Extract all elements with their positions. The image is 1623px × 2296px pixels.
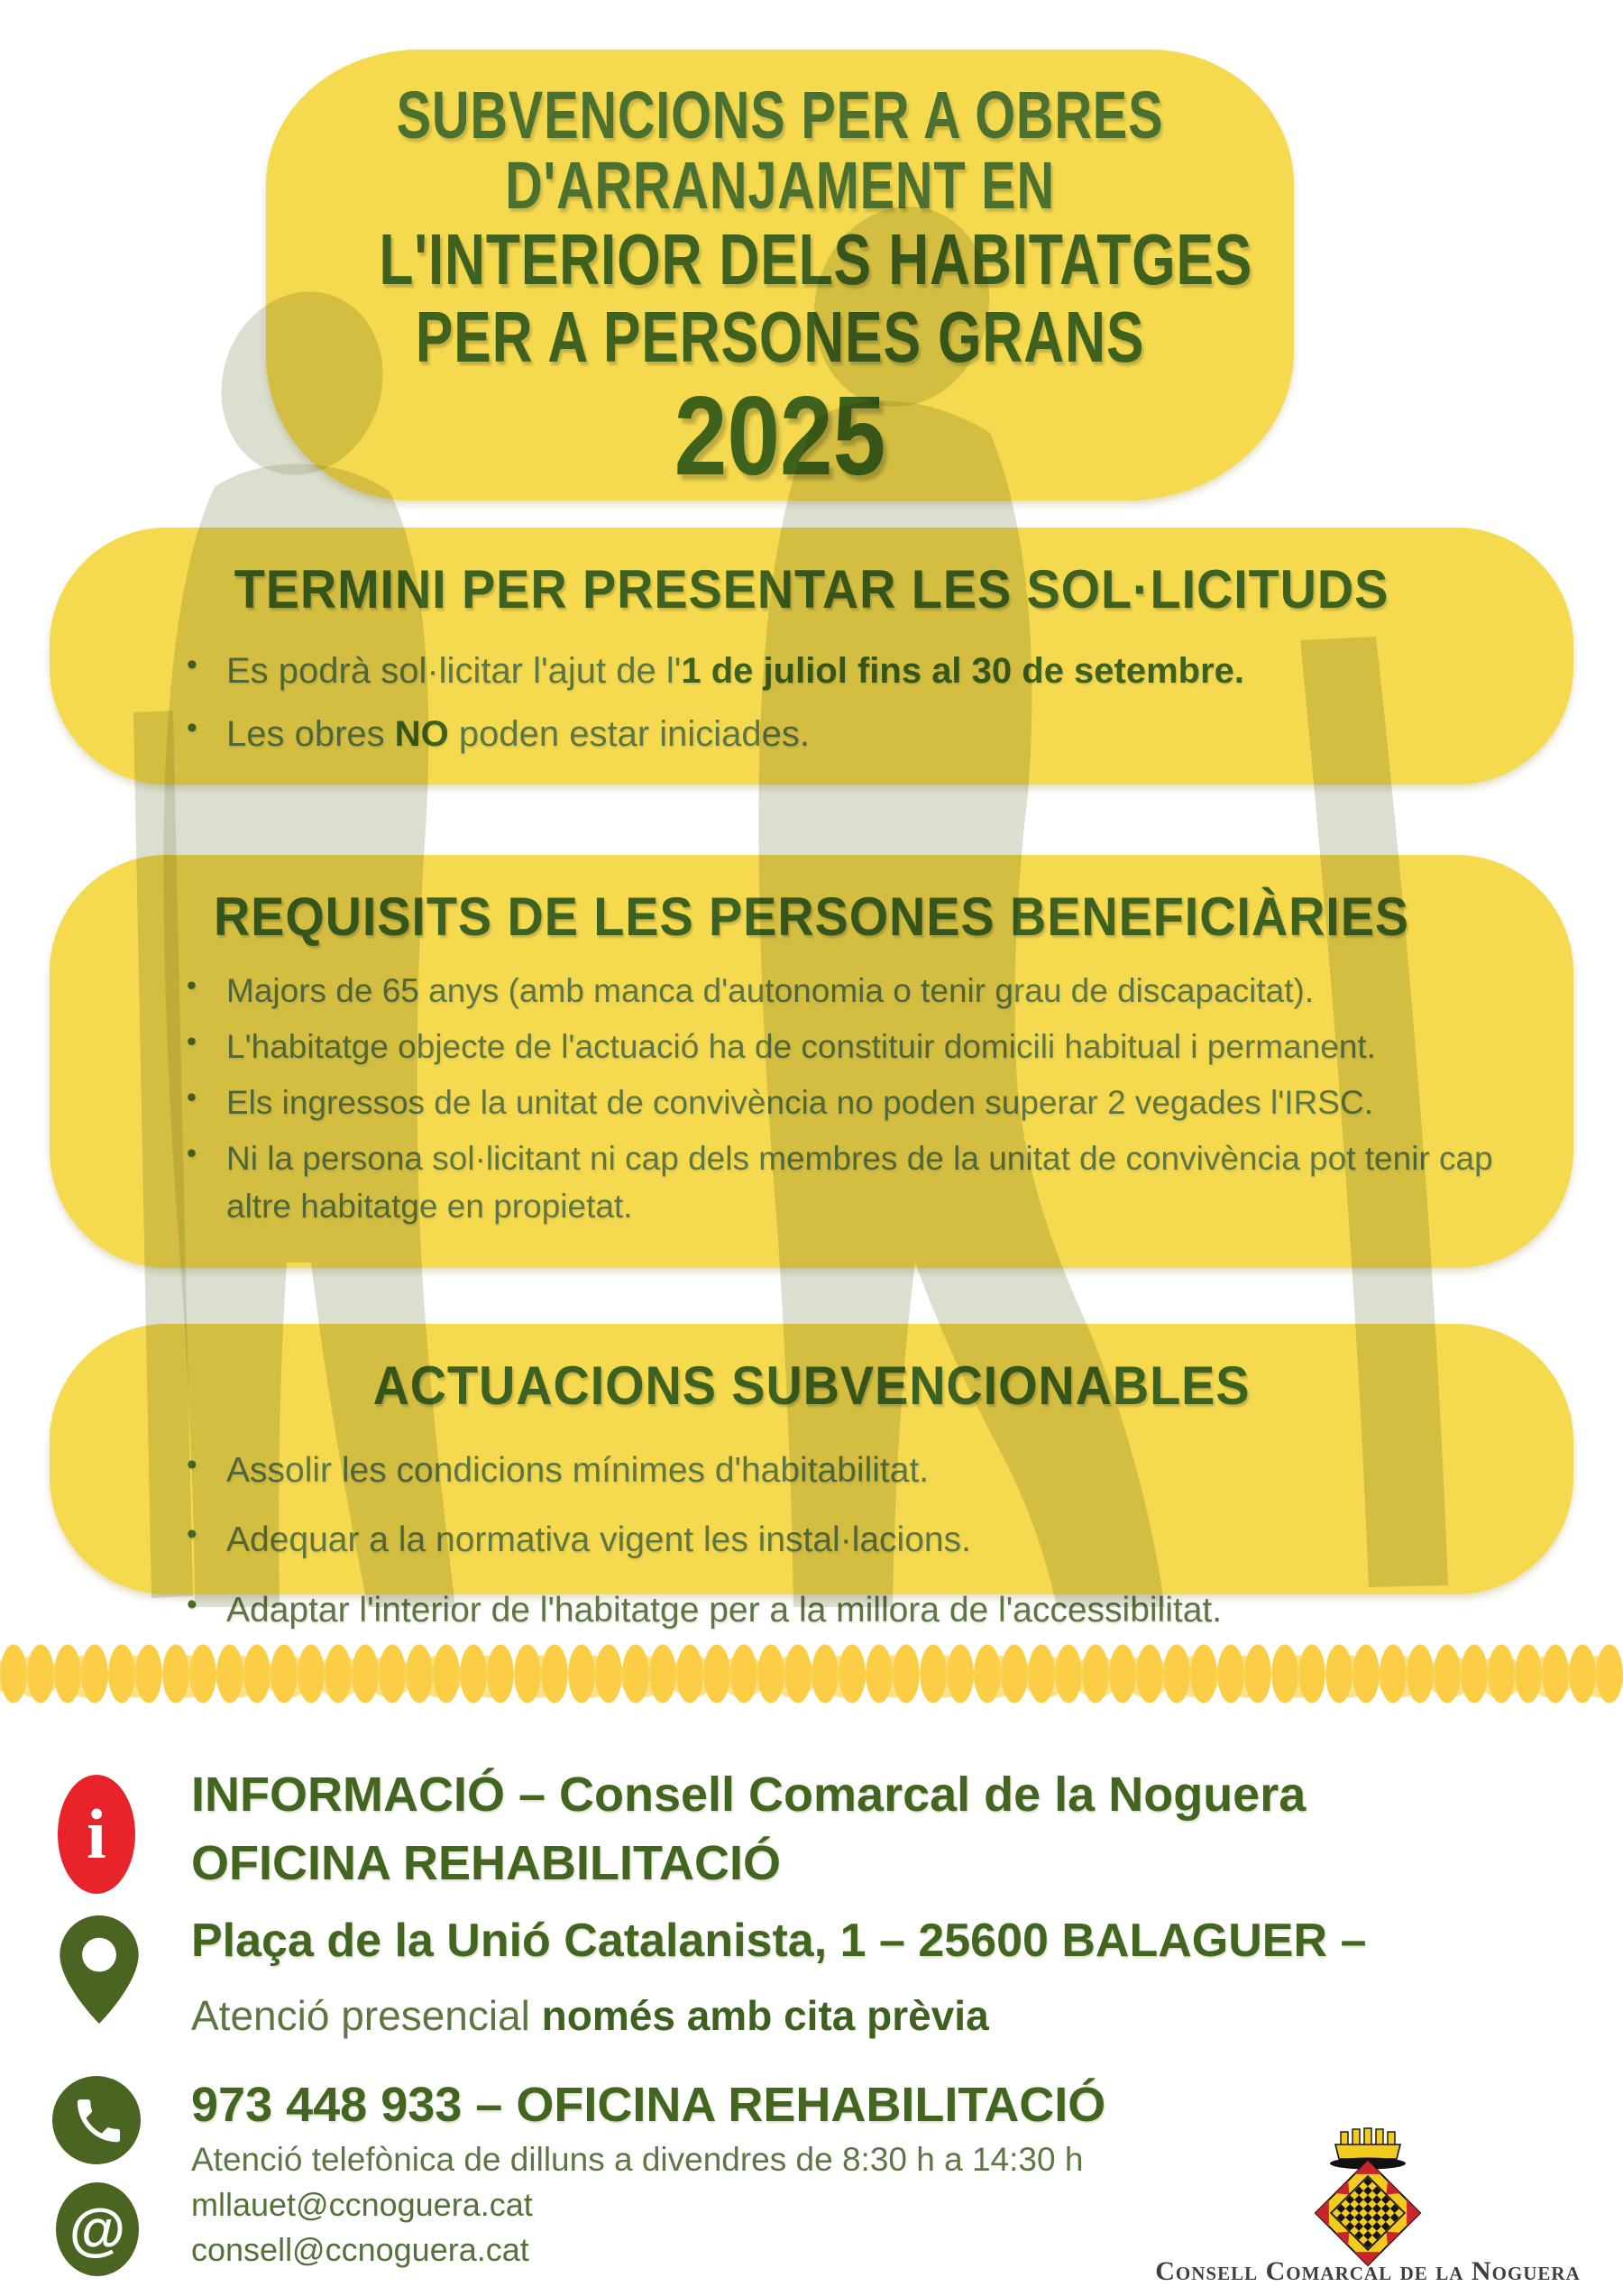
section-actuacions <box>50 1324 1573 1630</box>
bullet-item: • Assolir les condicions mínimes d'habitabilitat. <box>185 1447 1519 1493</box>
info-icon <box>58 1775 135 1894</box>
email-line-1: mllauet@ccnoguera.cat <box>191 2186 533 2223</box>
attendance-bold: només amb cita prèvia <box>541 1992 989 2039</box>
phone-hours: Atenció telefònica de dilluns a divendres de 8:30 h a 14:30 h <box>191 2141 1084 2178</box>
title-year: 2025 <box>674 374 886 499</box>
phone-line: 973 448 933 – OFICINA REHABILITACIÓ <box>191 2078 1106 2132</box>
attendance-regular: Atenció presencial <box>191 1992 542 2039</box>
bullet-item: • L'habitatge objecte de l'actuació ha de constituir domicili habitual i permanent. <box>185 1024 1519 1071</box>
email-at-icon <box>56 2182 139 2276</box>
title-blob <box>266 50 1294 501</box>
bullet-item: • Els ingressos de la unitat de convivència no poden superar 2 vegades l'IRSC. <box>185 1079 1519 1127</box>
wave-divider <box>0 1641 1623 1706</box>
title-line-3: L'INTERIOR DELS HABITATGES <box>379 219 1253 299</box>
attendance-line <box>191 1991 989 2040</box>
logo-shield <box>1316 2161 1420 2265</box>
bullet-list <box>185 644 1519 761</box>
at-icon-glyph: @ <box>69 2197 126 2262</box>
address-line: Plaça de la Unió Catalanista, 1 – 25600 BALAGUER – <box>191 1915 1367 1967</box>
email-block <box>191 2182 533 2273</box>
location-pin-icon <box>60 1915 139 2024</box>
info-block <box>191 1760 1306 1897</box>
bullet-item: • Adequar a la normativa vigent les instal·lacions. <box>185 1517 1519 1563</box>
bullet-list <box>185 1447 1519 1633</box>
bullet-item: • Les obres NO poden estar iniciades. <box>185 707 1519 761</box>
bullet-item: • Adaptar l'interior de l'habitatge per a la millora de l'accessibilitat. <box>185 1587 1519 1633</box>
bullet-item: • Ni la persona sol·licitant ni cap dels membres de la unitat de convivència pot tenir cap altre habitatge en propietat. <box>185 1135 1519 1231</box>
logo-caption: Consell Comarcal de la Noguera <box>1155 2256 1581 2286</box>
info-icon-glyph: i <box>87 1795 106 1873</box>
bullet-item: • Es podrà sol·licitar l'ajut de l'1 de juliol fins al 30 de setembre. <box>185 644 1519 698</box>
bullet-list <box>185 968 1519 1231</box>
section-heading: REQUISITS DE LES PERSONES BENEFICIÀRIES <box>213 886 1410 947</box>
bullet-item: • Majors de 65 anys (amb manca d'autonomia o tenir grau de discapacitat). <box>185 968 1519 1015</box>
email-line-2: consell@ccnoguera.cat <box>191 2231 529 2268</box>
section-heading: TERMINI PER PRESENTAR LES SOL·LICITUDS <box>234 559 1389 620</box>
section-termini <box>50 528 1573 785</box>
title-line-1: SUBVENCIONS PER A OBRES <box>396 78 1164 152</box>
title-line-2: D'ARRANJAMENT EN <box>505 148 1055 223</box>
title-line-4: PER A PERSONES GRANS <box>415 297 1145 377</box>
info-line-2: OFICINA REHABILITACIÓ <box>191 1836 781 1890</box>
info-line-1: INFORMACIÓ – Consell Comarcal de la Noguera <box>191 1768 1307 1822</box>
section-heading: ACTUACIONS SUBVENCIONABLES <box>372 1355 1251 1416</box>
phone-icon <box>52 2076 141 2164</box>
section-requisits <box>50 855 1573 1268</box>
consell-comarcal-logo <box>1141 2119 1600 2291</box>
